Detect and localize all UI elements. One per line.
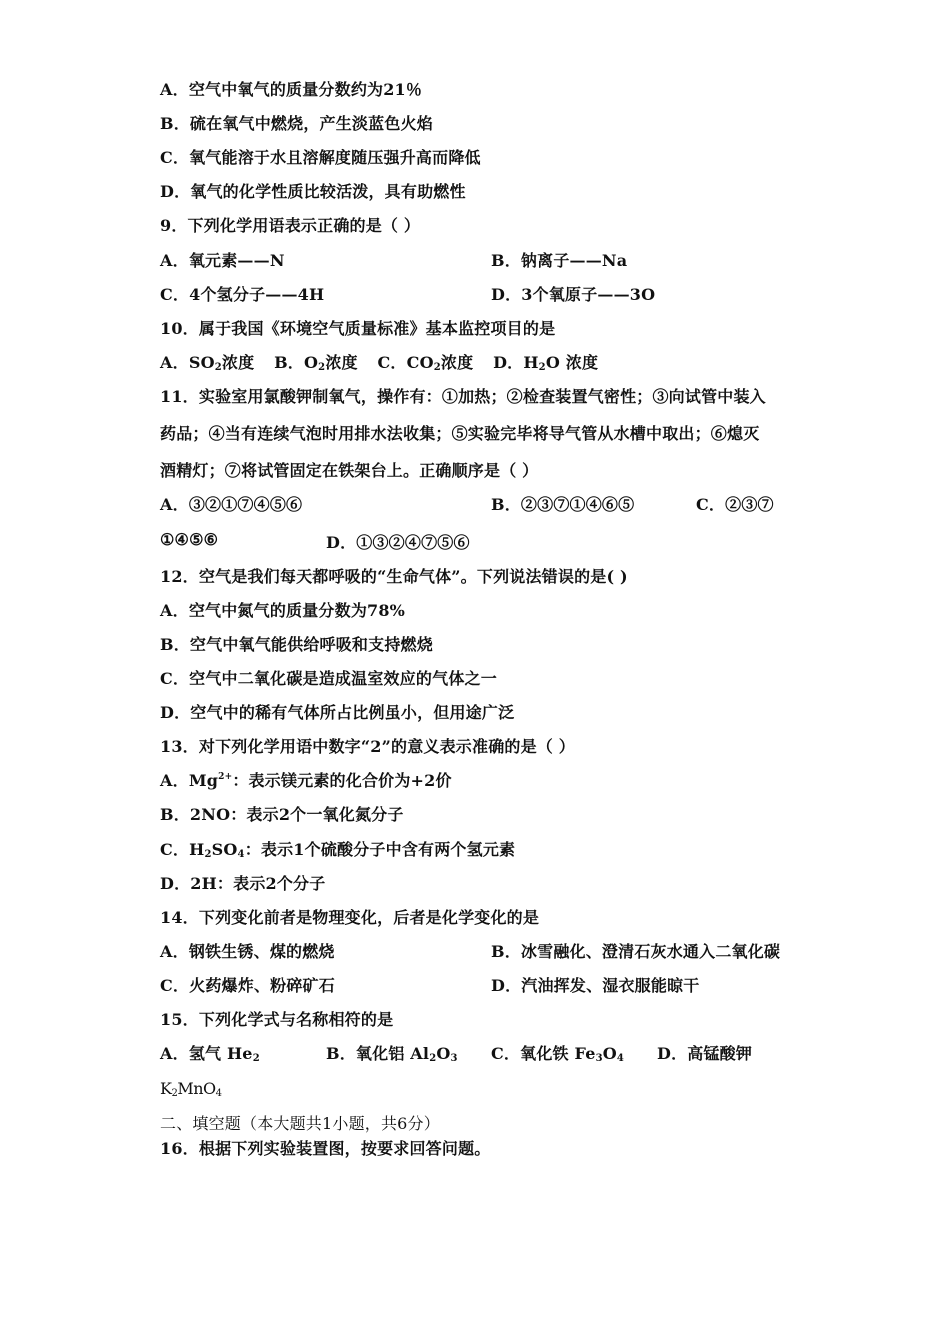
q12-stem: 12．空气是我们每天都呼吸的“生命气体”。下列说法错误的是( )	[160, 567, 628, 586]
q9-stem: 9．下列化学用语表示正确的是（ ）	[160, 216, 421, 235]
q13-option-c: C．$H_2SO_4$：表示1个硫酸分子中含有两个氢元素	[160, 840, 516, 860]
q9-option-d: D．3个氧原子——3O	[491, 285, 656, 304]
q11-stem-line1: 11．实验室用氯酸钾制氧气，操作有：①加热；②检查装置气密性；③向试管中装入	[160, 387, 766, 406]
q10-option-c: C．$CO_2$浓度	[377, 353, 474, 373]
q16-stem: 16．根据下列实验装置图，按要求回答问题。	[160, 1139, 491, 1158]
q11-option-c-continued: ①④⑤⑥	[160, 530, 219, 549]
q15-stem: 15．下列化学式与名称相符的是	[160, 1010, 394, 1029]
q12-option-c: C．空气中二氧化碳是造成温室效应的气体之一	[160, 669, 497, 688]
q12-option-d: D．空气中的稀有气体所占比例虽小，但用途广泛	[160, 703, 515, 722]
q9-option-a: A．氧元素——N	[160, 251, 285, 270]
q10-option-d: D．$H_2O$ 浓度	[493, 353, 599, 373]
q10-option-a: A．$SO_2$浓度	[160, 353, 255, 373]
q13-option-b: B．2NO：表示2个一氧化氮分子	[160, 805, 404, 824]
section-heading: 二、填空题（本大题共1小题，共6分）	[160, 1114, 440, 1133]
q14-option-d: D．汽油挥发、湿衣服能晾干	[491, 976, 700, 995]
q13-option-a: A．$Mg^{2+}$：表示镁元素的化合价为+2价	[160, 771, 452, 790]
q8-option-d: D．氧气的化学性质比较活泼，具有助燃性	[160, 182, 466, 201]
q11-option-a: A．③②①⑦④⑤⑥	[160, 495, 303, 514]
q10-option-b: B．$O_2$浓度	[274, 353, 358, 373]
q11-option-b: B．②③⑦①④⑥⑤	[491, 495, 635, 514]
q15-option-c: C．氧化铁 $Fe_3O_4$	[491, 1044, 625, 1064]
q9-option-b: B．钠离子——Na	[491, 251, 628, 270]
q14-option-b: B．冰雪融化、澄清石灰水通入二氧化碳	[491, 942, 781, 961]
q11-stem-line2: 药品；④当有连续气泡时用排水法收集；⑤实验完毕将导气管从水槽中取出；⑥熄灭	[160, 424, 760, 443]
q12-option-a: A．空气中氮气的质量分数为78%	[160, 601, 406, 620]
q15-option-b: B．氧化铝 $Al_2O_3$	[326, 1044, 458, 1064]
q11-option-c: C．②③⑦	[696, 495, 774, 514]
q14-option-a: A．钢铁生锈、煤的燃烧	[160, 942, 335, 961]
q15-option-d-formula: $K_2MnO_4$	[160, 1079, 222, 1099]
q11-option-d: D．①③②④⑦⑤⑥	[326, 533, 470, 552]
q13-stem: 13．对下列化学用语中数字“2”的意义表示准确的是（ ）	[160, 737, 575, 756]
q15-option-d: D．高锰酸钾	[657, 1044, 753, 1063]
q15-option-a: A．氢气 $He_2$	[160, 1044, 260, 1064]
q10-options	[160, 350, 598, 373]
q14-option-c: C．火药爆炸、粉碎矿石	[160, 976, 335, 995]
q13-option-d: D．2H：表示2个分子	[160, 874, 326, 893]
q11-stem-line3: 酒精灯；⑦将试管固定在铁架台上。正确顺序是（ ）	[160, 461, 539, 480]
q14-stem: 14．下列变化前者是物理变化，后者是化学变化的是	[160, 908, 540, 927]
q8-option-a: A．空气中氧气的质量分数约为21％	[160, 80, 423, 99]
q8-option-b: B．硫在氧气中燃烧，产生淡蓝色火焰	[160, 114, 433, 133]
q12-option-b: B．空气中氧气能供给呼吸和支持燃烧	[160, 635, 433, 654]
q8-option-c: C．氧气能溶于水且溶解度随压强升高而降低	[160, 148, 481, 167]
q10-stem: 10．属于我国《环境空气质量标准》基本监控项目的是	[160, 319, 556, 338]
q9-option-c: C．4个氢分子——4H	[160, 285, 325, 304]
